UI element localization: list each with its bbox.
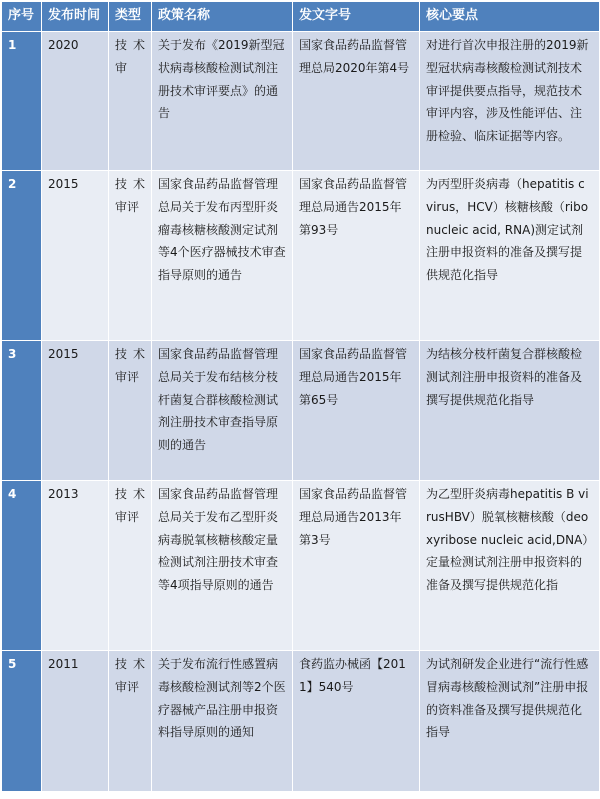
row-year: 2015 (42, 171, 109, 341)
row-type: 技术审评 (109, 341, 152, 481)
row-key-points: 为试剂研发企业进行“流行性感冒病毒核酸检测试剂”注册申报的资料准备及撰写提供规范化指导 (420, 651, 600, 792)
row-type: 技术审评 (109, 651, 152, 792)
row-no: 4 (2, 481, 42, 651)
header-year: 发布时间 (42, 2, 109, 32)
row-policy-name: 国家食品药品监督管理总局关于发布丙型肝炎瘤毒核糖核酸测定试剂等4个医疗器械技术审查指导原则的通告 (152, 171, 293, 341)
header-points: 核心要点 (420, 2, 600, 32)
header-name: 政策名称 (152, 2, 293, 32)
row-doc-number: 国家食品药品监督管理总局通告2015年第65号 (293, 341, 420, 481)
table-row (2, 651, 600, 792)
row-doc-number: 食药监办械函【2011】540号 (293, 651, 420, 792)
header-type: 类型 (109, 2, 152, 32)
row-year: 2013 (42, 481, 109, 651)
row-key-points: 为乙型肝炎病毒hepatitis B virusHBV）脱氧核糖核酸（deoxyribose nucleic acid,DNA）定量检测试剂注册申报资料的准备及撰写提供规范化指 (420, 481, 600, 651)
row-no: 2 (2, 171, 42, 341)
row-doc-number: 国家食品药品监督管理总局通告2015年第93号 (293, 171, 420, 341)
table-row (2, 32, 600, 171)
row-doc-number: 国家食品药品监督管理总局通告2013年第3号 (293, 481, 420, 651)
table-row (2, 341, 600, 481)
row-policy-name: 关于发布流行性感置病毒核酸检测试剂等2个医疗器械产品注册申报资料指导原则的通知 (152, 651, 293, 792)
row-key-points: 为结核分枝杆菌复合群核酸检测试剂注册申报资料的准备及撰写提供规范化指导 (420, 341, 600, 481)
row-key-points: 对进行首次申报注册的2019新型冠状病毒核酸检测试剂技术审评提供要点指导，规范技术审评内容，涉及性能评估、注册检验、临床证据等内容。 (420, 32, 600, 171)
row-year: 2020 (42, 32, 109, 171)
row-no: 3 (2, 341, 42, 481)
header-row (2, 2, 600, 32)
row-policy-name: 国家食品药品监督管理总局关于发布乙型肝炎病毒脱氧核糖核酸定量检测试剂注册技术审查等4项指导原则的通告 (152, 481, 293, 651)
row-no: 1 (2, 32, 42, 171)
row-doc-number: 国家食品药品监督管理总局2020年第4号 (293, 32, 420, 171)
row-type: 技术审评 (109, 481, 152, 651)
row-year: 2011 (42, 651, 109, 792)
row-year: 2015 (42, 341, 109, 481)
table-row (2, 481, 600, 651)
policy-table (1, 1, 600, 792)
row-policy-name: 关于发布《2019新型冠状病毒核酸检测试剂注册技术审评要点》的通告 (152, 32, 293, 171)
header-doc: 发文字号 (293, 2, 420, 32)
row-type: 技术审评 (109, 171, 152, 341)
row-no: 5 (2, 651, 42, 792)
table-row (2, 171, 600, 341)
row-key-points: 为丙型肝炎病毒（hepatitis c virus，HCV）核糖核酸（ribonucleic acid, RNA)测定试剂注册申报资料的准备及撰写提供规范化指导 (420, 171, 600, 341)
row-policy-name: 国家食品药品监督管理总局关于发布结核分枝杆菌复合群核酸检测试剂注册技术审查指导原则的通告 (152, 341, 293, 481)
header-no: 序号 (2, 2, 42, 32)
row-type: 技术审 (109, 32, 152, 171)
